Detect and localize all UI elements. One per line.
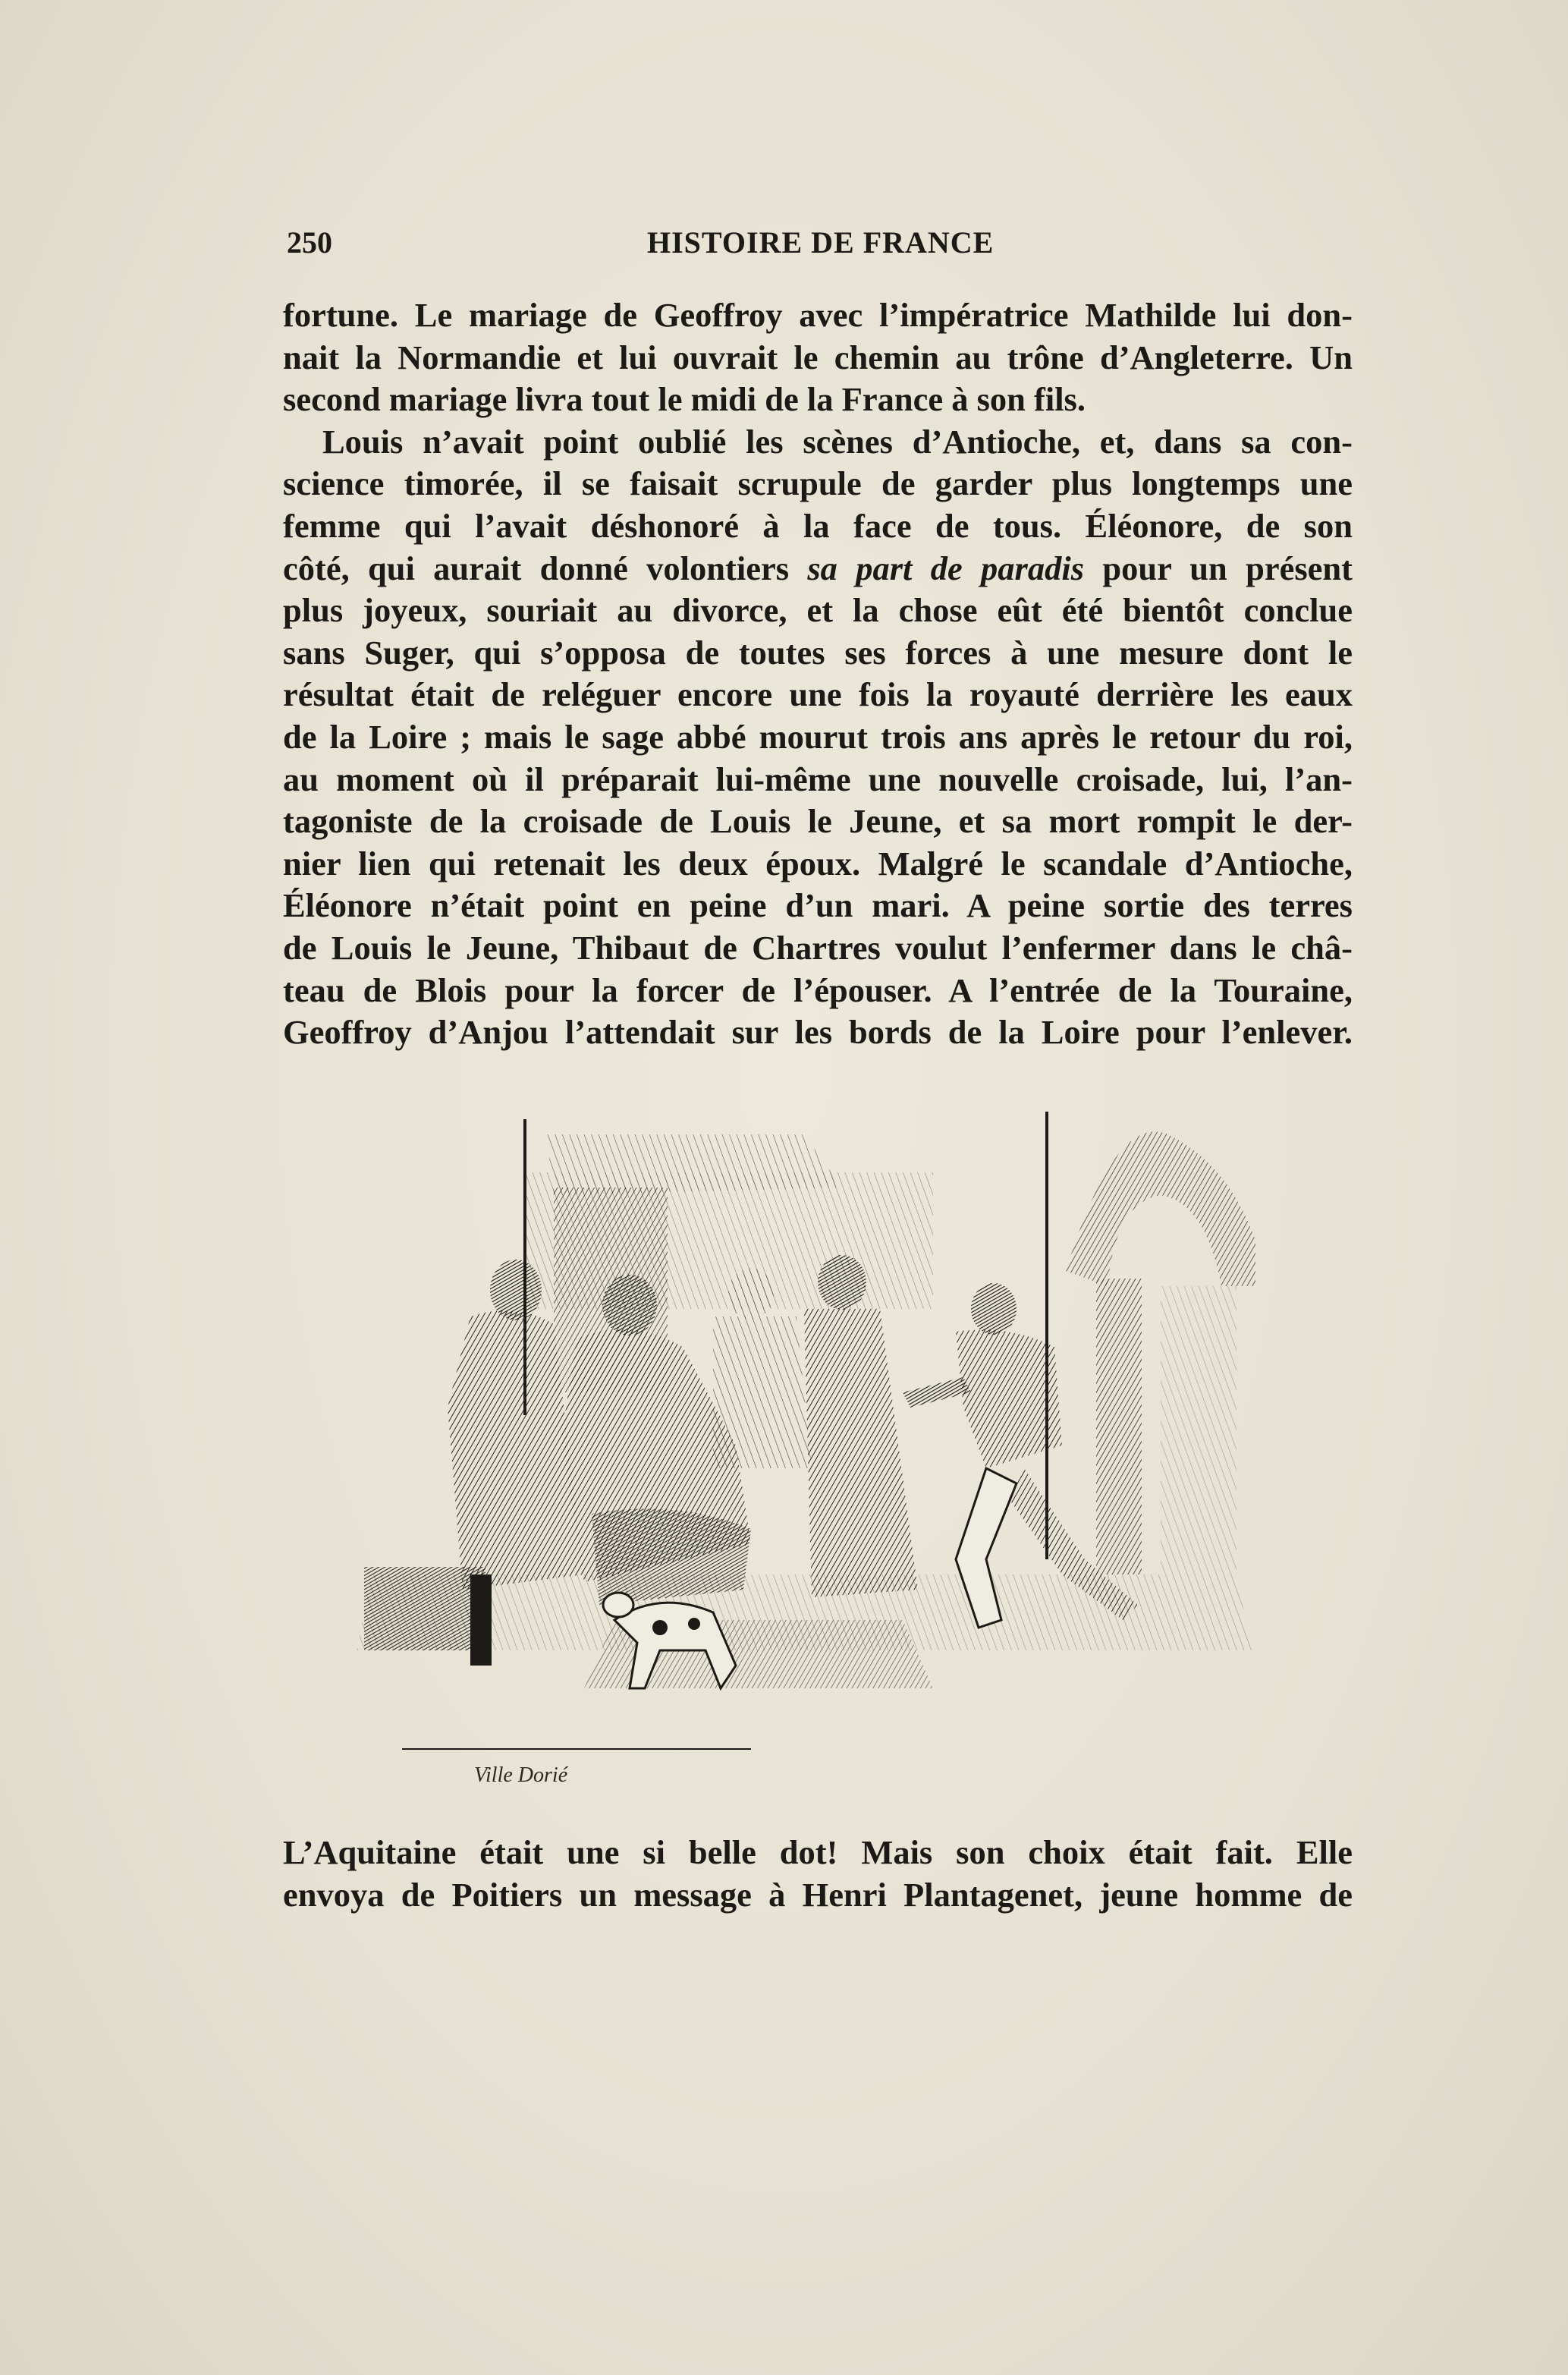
- monk-head: [818, 1255, 866, 1310]
- arch-pillar: [1096, 1279, 1142, 1574]
- messenger-arm: [903, 1377, 971, 1408]
- canopy: [546, 1134, 842, 1195]
- paragraph-3: [283, 1832, 1353, 1916]
- text-line: tagoniste de la croisade de Louis le Jeune, et sa mort rompit le der-: [283, 802, 1353, 841]
- text-line: second mariage livra tout le midi de la France à son fils.: [283, 380, 1086, 419]
- text-line: au moment où il préparait lui-même une nouvelle croisade, lui, l’an-: [283, 760, 1353, 798]
- figure-leg: [470, 1574, 492, 1666]
- doorway: [1161, 1286, 1236, 1574]
- dog-spot: [688, 1618, 700, 1630]
- text-line: de Louis le Jeune, Thibaut de Chartres voulut l’enfermer dans le châ-: [283, 928, 1353, 967]
- text-fragment: côté, qui aurait donné volontiers: [283, 549, 808, 587]
- text-line: Éléonore n’était point en peine d’un mari. A peine sortie des terres: [283, 886, 1353, 925]
- cleric: [713, 1316, 812, 1468]
- page-number: 250: [287, 225, 332, 260]
- text-line: nier lien qui retenait les deux époux. Malgré le scandale d’Antioche,: [283, 844, 1353, 882]
- text-line: envoya de Poitiers un message à Henri Plantagenet, jeune homme de: [283, 1875, 1353, 1914]
- text-line: Louis n’avait point oublié les scènes d’Antioche, et, dans sa con-: [322, 422, 1353, 461]
- body-text-top: [283, 294, 1353, 1054]
- running-head: [287, 225, 1356, 270]
- text-line: plus joyeux, souriait au divorce, et la chose eût été bientôt conclue: [283, 591, 1353, 630]
- text-fragment: pour un présent: [1084, 549, 1353, 587]
- text-line: Geoffroy d’Anjou l’attendait sur les bords de la Loire pour l’enlever.: [283, 1013, 1353, 1052]
- cleric-head: [728, 1268, 774, 1320]
- paragraph-1: [283, 294, 1353, 421]
- engraving-illustration: [357, 1089, 1290, 1795]
- gothic-arch: [1066, 1131, 1255, 1286]
- text-line: fortune. Le mariage de Geoffroy avec l’impératrice Mathilde lui don-: [283, 296, 1353, 334]
- text-line: de la Loire ; mais le sage abbé mourut trois ans après le retour du roi,: [283, 717, 1353, 756]
- monk: [804, 1309, 918, 1597]
- text-line: résultat était de reléguer encore une fois la royauté derrière les eaux: [283, 675, 1353, 714]
- text-line: femme qui l’avait déshonoré à la face de tous. Éléonore, de son: [283, 506, 1353, 545]
- text-line: L’Aquitaine était une si belle dot! Mais son choix était fait. Elle: [283, 1833, 1353, 1871]
- text-line: teau de Blois pour la forcer de l’épouser. A l’entrée de la Touraine,: [283, 970, 1353, 1009]
- dog-head: [603, 1593, 633, 1617]
- king-head: [602, 1275, 657, 1335]
- body-text-bottom: [283, 1832, 1353, 1916]
- running-title: HISTOIRE DE FRANCE: [647, 225, 995, 260]
- text-line: sans Suger, qui s’opposa de toutes ses forces à une mesure dont le: [283, 633, 1353, 672]
- engraver-signature: Ville Dorié: [474, 1763, 568, 1787]
- text-line: nait la Normandie et lui ouvrait le chemin au trône d’Angleterre. Un: [283, 338, 1353, 376]
- messenger-head: [971, 1283, 1017, 1335]
- text-line: science timorée, il se faisait scrupule de garder plus longtemps une: [283, 464, 1353, 503]
- paragraph-2: [283, 421, 1353, 1054]
- messenger: [956, 1330, 1062, 1469]
- dog-spot: [652, 1620, 668, 1635]
- text-line-with-italic: [283, 548, 1353, 590]
- king-robe: [592, 1508, 751, 1605]
- engraving-scene: [357, 1089, 1290, 1772]
- italic-phrase: sa part de paradis: [807, 549, 1085, 587]
